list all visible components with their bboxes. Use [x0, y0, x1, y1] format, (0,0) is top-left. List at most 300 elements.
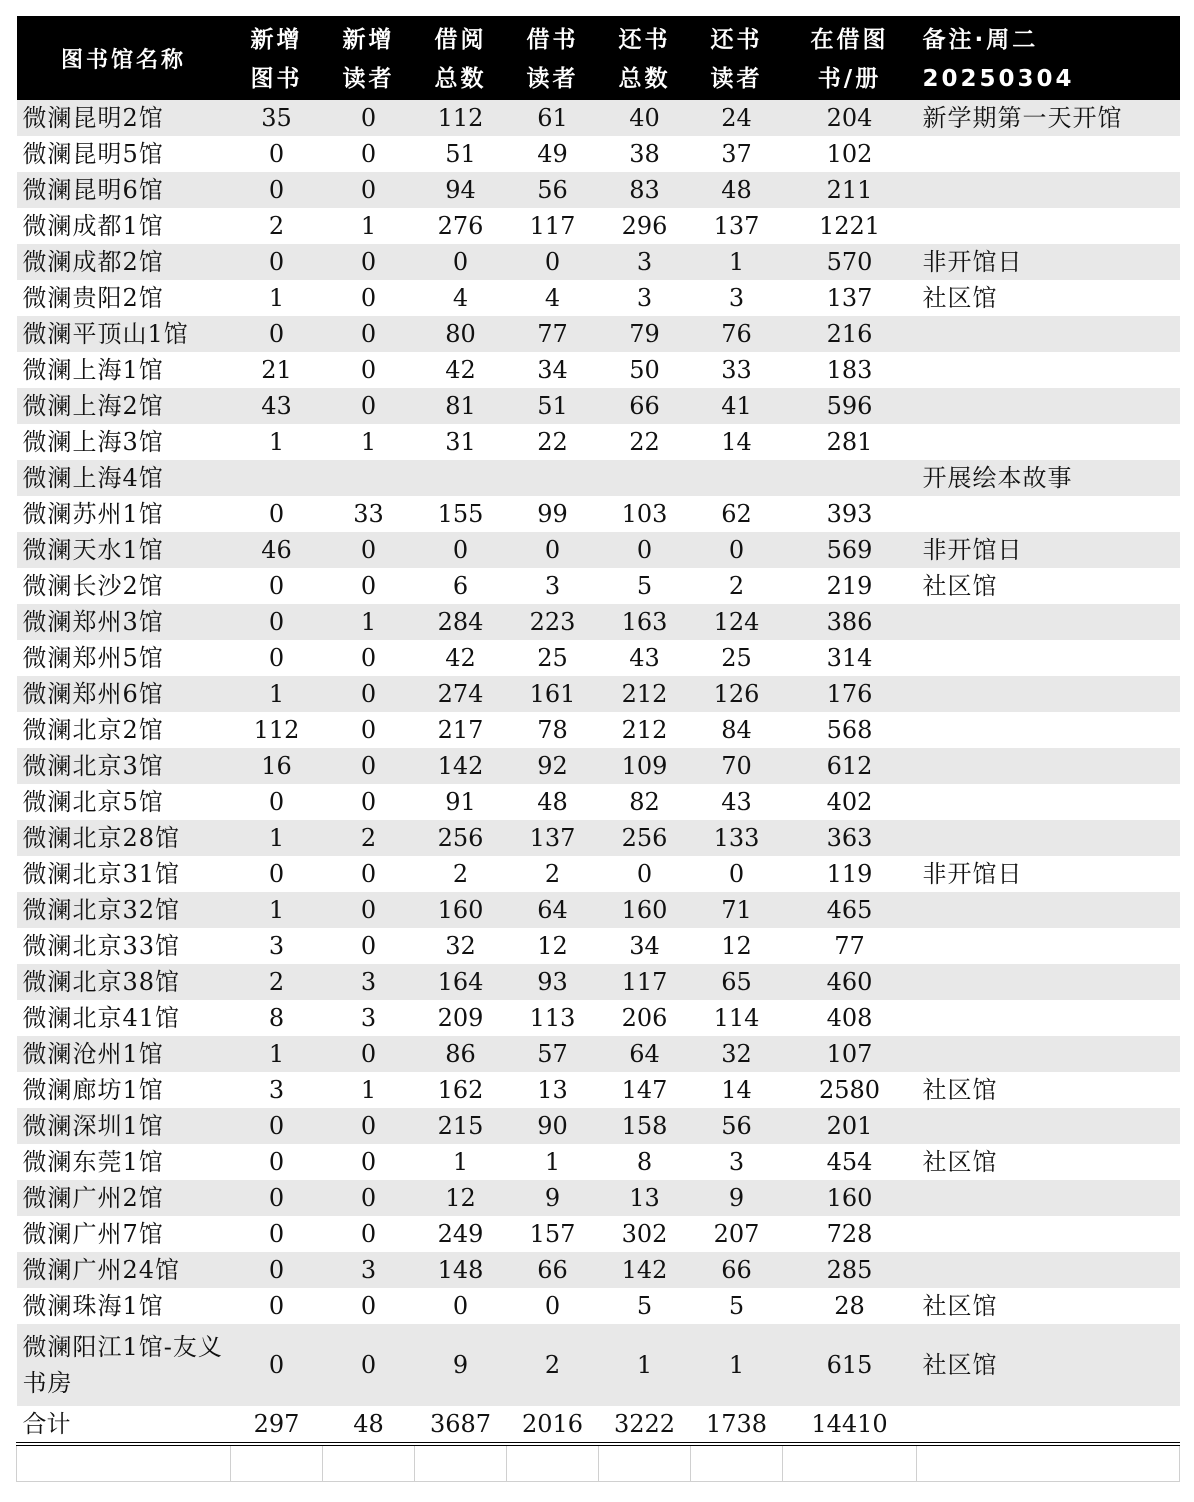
returns-total-cell[interactable]: 302: [599, 1216, 691, 1252]
note-cell[interactable]: [917, 928, 1180, 964]
returns-total-cell[interactable]: 163: [599, 604, 691, 640]
new-readers-cell[interactable]: 0: [323, 532, 415, 568]
new-books-cell[interactable]: 1: [231, 424, 323, 460]
borrowing-readers-cell[interactable]: 93: [507, 964, 599, 1000]
new-books-cell[interactable]: 0: [231, 640, 323, 676]
loans-total-cell[interactable]: 31: [415, 424, 507, 460]
borrowing-readers-cell[interactable]: [507, 460, 599, 496]
borrowing-readers-cell[interactable]: 61: [507, 100, 599, 136]
new-readers-cell[interactable]: 0: [323, 1144, 415, 1180]
borrowing-readers-cell[interactable]: 12: [507, 928, 599, 964]
books-on-loan-cell[interactable]: 281: [783, 424, 917, 460]
new-books-cell[interactable]: 0: [231, 1144, 323, 1180]
loans-total-cell[interactable]: 256: [415, 820, 507, 856]
new-books-cell[interactable]: 1: [231, 1036, 323, 1072]
new-readers-cell[interactable]: 2: [323, 820, 415, 856]
new-readers-cell[interactable]: 0: [323, 640, 415, 676]
loans-total-cell[interactable]: 276: [415, 208, 507, 244]
borrowing-readers-cell[interactable]: 0: [507, 532, 599, 568]
loans-total-cell[interactable]: 42: [415, 352, 507, 388]
note-cell[interactable]: [917, 388, 1180, 424]
returning-readers-cell[interactable]: 133: [691, 820, 783, 856]
borrowing-readers-cell[interactable]: 137: [507, 820, 599, 856]
note-cell[interactable]: 社区馆: [917, 1072, 1180, 1108]
loans-total-cell[interactable]: 1: [415, 1144, 507, 1180]
new-books-cell[interactable]: 0: [231, 136, 323, 172]
note-cell[interactable]: 非开馆日: [917, 244, 1180, 280]
new-readers-cell[interactable]: 1: [323, 604, 415, 640]
loans-total-cell[interactable]: 51: [415, 136, 507, 172]
new-books-cell[interactable]: 2: [231, 208, 323, 244]
note-cell[interactable]: [917, 352, 1180, 388]
books-on-loan-cell[interactable]: 465: [783, 892, 917, 928]
note-cell[interactable]: [917, 1036, 1180, 1072]
returns-total-cell[interactable]: 13: [599, 1180, 691, 1216]
books-on-loan-cell[interactable]: 568: [783, 712, 917, 748]
borrowing-readers-cell[interactable]: 22: [507, 424, 599, 460]
new-books-cell[interactable]: 0: [231, 1216, 323, 1252]
books-on-loan-cell[interactable]: 570: [783, 244, 917, 280]
new-readers-cell[interactable]: 0: [323, 1216, 415, 1252]
new-readers-cell[interactable]: 0: [323, 712, 415, 748]
note-cell[interactable]: 非开馆日: [917, 856, 1180, 892]
new-readers-cell[interactable]: 3: [323, 964, 415, 1000]
note-cell[interactable]: [917, 424, 1180, 460]
library-name-cell[interactable]: 微澜沧州1馆: [17, 1036, 231, 1072]
new-readers-cell[interactable]: 0: [323, 316, 415, 352]
new-books-cell[interactable]: 1: [231, 820, 323, 856]
new-readers-cell[interactable]: 1: [323, 208, 415, 244]
library-name-cell[interactable]: 微澜广州7馆: [17, 1216, 231, 1252]
empty-cell[interactable]: [599, 1444, 691, 1482]
returns-total-cell[interactable]: 3: [599, 280, 691, 316]
note-cell[interactable]: [917, 892, 1180, 928]
new-books-cell[interactable]: [231, 460, 323, 496]
note-cell[interactable]: 开展绘本故事: [917, 460, 1180, 496]
library-name-cell[interactable]: 微澜昆明2馆: [17, 100, 231, 136]
returning-readers-cell[interactable]: 76: [691, 316, 783, 352]
loans-total-cell[interactable]: 160: [415, 892, 507, 928]
borrowing-readers-cell[interactable]: 66: [507, 1252, 599, 1288]
returns-total-cell[interactable]: 103: [599, 496, 691, 532]
new-readers-cell[interactable]: 0: [323, 136, 415, 172]
returning-readers-cell[interactable]: 1: [691, 1324, 783, 1406]
new-books-cell[interactable]: 0: [231, 1288, 323, 1324]
returning-readers-cell[interactable]: 41: [691, 388, 783, 424]
empty-cell[interactable]: [231, 1444, 323, 1482]
books-on-loan-cell[interactable]: 314: [783, 640, 917, 676]
returning-readers-cell[interactable]: 3: [691, 280, 783, 316]
returns-total-cell[interactable]: 0: [599, 856, 691, 892]
library-name-cell[interactable]: 微澜郑州5馆: [17, 640, 231, 676]
returns-total-cell[interactable]: 256: [599, 820, 691, 856]
new-readers-cell[interactable]: 0: [323, 568, 415, 604]
books-on-loan-cell[interactable]: 454: [783, 1144, 917, 1180]
borrowing-readers-cell[interactable]: 99: [507, 496, 599, 532]
returns-total-cell[interactable]: 117: [599, 964, 691, 1000]
new-readers-cell[interactable]: 0: [323, 784, 415, 820]
new-books-cell[interactable]: 0: [231, 1324, 323, 1406]
new-readers-cell[interactable]: 0: [323, 1036, 415, 1072]
new-readers-cell[interactable]: 0: [323, 748, 415, 784]
empty-cell[interactable]: [783, 1444, 917, 1482]
loans-total-cell[interactable]: 0: [415, 244, 507, 280]
books-on-loan-cell[interactable]: 728: [783, 1216, 917, 1252]
borrowing-readers-cell[interactable]: 78: [507, 712, 599, 748]
loans-total-cell[interactable]: 142: [415, 748, 507, 784]
returns-total-cell[interactable]: 206: [599, 1000, 691, 1036]
library-name-cell[interactable]: 微澜上海4馆: [17, 460, 231, 496]
library-name-cell[interactable]: 微澜珠海1馆: [17, 1288, 231, 1324]
loans-total-cell[interactable]: [415, 460, 507, 496]
returning-readers-cell[interactable]: [691, 460, 783, 496]
returns-total-cell[interactable]: 22: [599, 424, 691, 460]
library-name-cell[interactable]: 微澜广州24馆: [17, 1252, 231, 1288]
new-readers-cell[interactable]: 0: [323, 856, 415, 892]
returns-total-cell[interactable]: 109: [599, 748, 691, 784]
library-name-cell[interactable]: 微澜北京38馆: [17, 964, 231, 1000]
loans-total-cell[interactable]: 86: [415, 1036, 507, 1072]
new-readers-cell[interactable]: [323, 460, 415, 496]
library-name-cell[interactable]: 微澜北京31馆: [17, 856, 231, 892]
books-on-loan-cell[interactable]: 219: [783, 568, 917, 604]
new-books-cell[interactable]: 16: [231, 748, 323, 784]
loans-total-cell[interactable]: 112: [415, 100, 507, 136]
books-on-loan-cell[interactable]: 77: [783, 928, 917, 964]
new-books-cell[interactable]: 3: [231, 928, 323, 964]
returns-total-cell[interactable]: 43: [599, 640, 691, 676]
returns-total-cell[interactable]: 34: [599, 928, 691, 964]
returns-total-cell[interactable]: 158: [599, 1108, 691, 1144]
library-name-cell[interactable]: 微澜长沙2馆: [17, 568, 231, 604]
books-on-loan-cell[interactable]: 183: [783, 352, 917, 388]
books-on-loan-cell[interactable]: 160: [783, 1180, 917, 1216]
returns-total-cell[interactable]: 64: [599, 1036, 691, 1072]
returning-readers-cell[interactable]: 1: [691, 244, 783, 280]
borrowing-readers-cell[interactable]: 161: [507, 676, 599, 712]
books-on-loan-cell[interactable]: 363: [783, 820, 917, 856]
loans-total-cell[interactable]: 155: [415, 496, 507, 532]
empty-cell[interactable]: [415, 1444, 507, 1482]
note-cell[interactable]: [917, 640, 1180, 676]
borrowing-readers-cell[interactable]: 92: [507, 748, 599, 784]
library-name-cell[interactable]: 微澜广州2馆: [17, 1180, 231, 1216]
returning-readers-cell[interactable]: 56: [691, 1108, 783, 1144]
loans-total-cell[interactable]: 12: [415, 1180, 507, 1216]
returns-total-cell[interactable]: 212: [599, 712, 691, 748]
loans-total-cell[interactable]: 217: [415, 712, 507, 748]
new-readers-cell[interactable]: 1: [323, 424, 415, 460]
new-books-cell[interactable]: 46: [231, 532, 323, 568]
returning-readers-cell[interactable]: 124: [691, 604, 783, 640]
empty-cell[interactable]: [507, 1444, 599, 1482]
returning-readers-cell[interactable]: 48: [691, 172, 783, 208]
note-cell[interactable]: [917, 712, 1180, 748]
new-readers-cell[interactable]: 0: [323, 892, 415, 928]
books-on-loan-cell[interactable]: 569: [783, 532, 917, 568]
new-readers-cell[interactable]: 0: [323, 388, 415, 424]
loans-total-cell[interactable]: 215: [415, 1108, 507, 1144]
new-books-cell[interactable]: 0: [231, 172, 323, 208]
note-cell[interactable]: [917, 748, 1180, 784]
returns-total-cell[interactable]: 8: [599, 1144, 691, 1180]
books-on-loan-cell[interactable]: 615: [783, 1324, 917, 1406]
library-name-cell[interactable]: 微澜北京3馆: [17, 748, 231, 784]
returning-readers-cell[interactable]: 207: [691, 1216, 783, 1252]
returning-readers-cell[interactable]: 9: [691, 1180, 783, 1216]
books-on-loan-cell[interactable]: 408: [783, 1000, 917, 1036]
loans-total-cell[interactable]: 4: [415, 280, 507, 316]
new-books-cell[interactable]: 0: [231, 244, 323, 280]
loans-total-cell[interactable]: 0: [415, 1288, 507, 1324]
new-readers-cell[interactable]: 0: [323, 244, 415, 280]
borrowing-readers-cell[interactable]: 13: [507, 1072, 599, 1108]
library-name-cell[interactable]: 微澜北京2馆: [17, 712, 231, 748]
library-name-cell[interactable]: 微澜贵阳2馆: [17, 280, 231, 316]
note-cell[interactable]: 社区馆: [917, 568, 1180, 604]
total-new-books-cell[interactable]: 297: [231, 1406, 323, 1444]
note-cell[interactable]: [917, 1000, 1180, 1036]
returning-readers-cell[interactable]: 65: [691, 964, 783, 1000]
library-name-cell[interactable]: 微澜成都2馆: [17, 244, 231, 280]
empty-cell[interactable]: [323, 1444, 415, 1482]
new-readers-cell[interactable]: 0: [323, 1180, 415, 1216]
borrowing-readers-cell[interactable]: 4: [507, 280, 599, 316]
returning-readers-cell[interactable]: 32: [691, 1036, 783, 1072]
new-readers-cell[interactable]: 3: [323, 1000, 415, 1036]
loans-total-cell[interactable]: 32: [415, 928, 507, 964]
returning-readers-cell[interactable]: 43: [691, 784, 783, 820]
loans-total-cell[interactable]: 94: [415, 172, 507, 208]
note-cell[interactable]: 非开馆日: [917, 532, 1180, 568]
library-name-cell[interactable]: 微澜昆明5馆: [17, 136, 231, 172]
library-name-cell[interactable]: 微澜昆明6馆: [17, 172, 231, 208]
returns-total-cell[interactable]: 212: [599, 676, 691, 712]
note-cell[interactable]: [917, 1252, 1180, 1288]
note-cell[interactable]: 社区馆: [917, 280, 1180, 316]
note-cell[interactable]: [917, 676, 1180, 712]
note-cell[interactable]: [917, 496, 1180, 532]
borrowing-readers-cell[interactable]: 90: [507, 1108, 599, 1144]
total-borrowing-readers-cell[interactable]: 2016: [507, 1406, 599, 1444]
note-cell[interactable]: [917, 1216, 1180, 1252]
borrowing-readers-cell[interactable]: 0: [507, 244, 599, 280]
returns-total-cell[interactable]: 147: [599, 1072, 691, 1108]
loans-total-cell[interactable]: 164: [415, 964, 507, 1000]
books-on-loan-cell[interactable]: 1221: [783, 208, 917, 244]
books-on-loan-cell[interactable]: 137: [783, 280, 917, 316]
new-readers-cell[interactable]: 1: [323, 1072, 415, 1108]
library-name-cell[interactable]: 微澜苏州1馆: [17, 496, 231, 532]
returning-readers-cell[interactable]: 24: [691, 100, 783, 136]
new-readers-cell[interactable]: 0: [323, 676, 415, 712]
library-name-cell[interactable]: 微澜上海3馆: [17, 424, 231, 460]
new-books-cell[interactable]: 0: [231, 1108, 323, 1144]
borrowing-readers-cell[interactable]: 2: [507, 856, 599, 892]
returns-total-cell[interactable]: 3: [599, 244, 691, 280]
returns-total-cell[interactable]: 82: [599, 784, 691, 820]
returning-readers-cell[interactable]: 126: [691, 676, 783, 712]
loans-total-cell[interactable]: 274: [415, 676, 507, 712]
returning-readers-cell[interactable]: 33: [691, 352, 783, 388]
library-name-cell[interactable]: 微澜上海2馆: [17, 388, 231, 424]
new-readers-cell[interactable]: 0: [323, 100, 415, 136]
returning-readers-cell[interactable]: 37: [691, 136, 783, 172]
library-name-cell[interactable]: 微澜东莞1馆: [17, 1144, 231, 1180]
note-cell[interactable]: [917, 604, 1180, 640]
books-on-loan-cell[interactable]: 204: [783, 100, 917, 136]
library-name-cell[interactable]: 微澜郑州3馆: [17, 604, 231, 640]
new-books-cell[interactable]: 0: [231, 568, 323, 604]
loans-total-cell[interactable]: 9: [415, 1324, 507, 1406]
library-name-cell[interactable]: 微澜天水1馆: [17, 532, 231, 568]
new-books-cell[interactable]: 1: [231, 280, 323, 316]
library-name-cell[interactable]: 微澜成都1馆: [17, 208, 231, 244]
borrowing-readers-cell[interactable]: 57: [507, 1036, 599, 1072]
empty-cell[interactable]: [17, 1444, 231, 1482]
borrowing-readers-cell[interactable]: 0: [507, 1288, 599, 1324]
new-books-cell[interactable]: 0: [231, 496, 323, 532]
borrowing-readers-cell[interactable]: 3: [507, 568, 599, 604]
borrowing-readers-cell[interactable]: 51: [507, 388, 599, 424]
books-on-loan-cell[interactable]: 107: [783, 1036, 917, 1072]
empty-cell[interactable]: [917, 1444, 1180, 1482]
returning-readers-cell[interactable]: 71: [691, 892, 783, 928]
new-books-cell[interactable]: 0: [231, 784, 323, 820]
note-cell[interactable]: [917, 1108, 1180, 1144]
library-name-cell[interactable]: 微澜平顶山1馆: [17, 316, 231, 352]
loans-total-cell[interactable]: 0: [415, 532, 507, 568]
returns-total-cell[interactable]: 1: [599, 1324, 691, 1406]
returns-total-cell[interactable]: 5: [599, 568, 691, 604]
books-on-loan-cell[interactable]: 119: [783, 856, 917, 892]
note-cell[interactable]: 社区馆: [917, 1144, 1180, 1180]
books-on-loan-cell[interactable]: 460: [783, 964, 917, 1000]
borrowing-readers-cell[interactable]: 2: [507, 1324, 599, 1406]
new-readers-cell[interactable]: 0: [323, 1108, 415, 1144]
returns-total-cell[interactable]: 160: [599, 892, 691, 928]
books-on-loan-cell[interactable]: 612: [783, 748, 917, 784]
new-readers-cell[interactable]: 0: [323, 352, 415, 388]
note-cell[interactable]: [917, 316, 1180, 352]
loans-total-cell[interactable]: 162: [415, 1072, 507, 1108]
books-on-loan-cell[interactable]: 102: [783, 136, 917, 172]
loans-total-cell[interactable]: 6: [415, 568, 507, 604]
books-on-loan-cell[interactable]: 596: [783, 388, 917, 424]
library-name-cell[interactable]: 微澜深圳1馆: [17, 1108, 231, 1144]
borrowing-readers-cell[interactable]: 1: [507, 1144, 599, 1180]
new-books-cell[interactable]: 21: [231, 352, 323, 388]
new-books-cell[interactable]: 0: [231, 1252, 323, 1288]
borrowing-readers-cell[interactable]: 9: [507, 1180, 599, 1216]
loans-total-cell[interactable]: 249: [415, 1216, 507, 1252]
new-books-cell[interactable]: 2: [231, 964, 323, 1000]
returns-total-cell[interactable]: 142: [599, 1252, 691, 1288]
returns-total-cell[interactable]: 296: [599, 208, 691, 244]
returning-readers-cell[interactable]: 137: [691, 208, 783, 244]
books-on-loan-cell[interactable]: 2580: [783, 1072, 917, 1108]
total-loans-total-cell[interactable]: 3687: [415, 1406, 507, 1444]
new-books-cell[interactable]: 0: [231, 316, 323, 352]
new-readers-cell[interactable]: 0: [323, 280, 415, 316]
returning-readers-cell[interactable]: 0: [691, 532, 783, 568]
borrowing-readers-cell[interactable]: 49: [507, 136, 599, 172]
returning-readers-cell[interactable]: 3: [691, 1144, 783, 1180]
new-books-cell[interactable]: 3: [231, 1072, 323, 1108]
new-books-cell[interactable]: 1: [231, 892, 323, 928]
note-cell[interactable]: 社区馆: [917, 1324, 1180, 1406]
returning-readers-cell[interactable]: 0: [691, 856, 783, 892]
library-name-cell[interactable]: 微澜廊坊1馆: [17, 1072, 231, 1108]
books-on-loan-cell[interactable]: 201: [783, 1108, 917, 1144]
note-cell[interactable]: [917, 784, 1180, 820]
new-books-cell[interactable]: 1: [231, 676, 323, 712]
new-books-cell[interactable]: 35: [231, 100, 323, 136]
library-name-cell[interactable]: 微澜阳江1馆-友义书房: [17, 1324, 231, 1406]
returning-readers-cell[interactable]: 70: [691, 748, 783, 784]
loans-total-cell[interactable]: 148: [415, 1252, 507, 1288]
new-books-cell[interactable]: 43: [231, 388, 323, 424]
note-cell[interactable]: [917, 1180, 1180, 1216]
new-books-cell[interactable]: 0: [231, 604, 323, 640]
new-readers-cell[interactable]: 3: [323, 1252, 415, 1288]
total-returns-total-cell[interactable]: 3222: [599, 1406, 691, 1444]
note-cell[interactable]: [917, 820, 1180, 856]
borrowing-readers-cell[interactable]: 34: [507, 352, 599, 388]
books-on-loan-cell[interactable]: 216: [783, 316, 917, 352]
returns-total-cell[interactable]: 66: [599, 388, 691, 424]
note-cell[interactable]: [917, 208, 1180, 244]
total-new-readers-cell[interactable]: 48: [323, 1406, 415, 1444]
new-books-cell[interactable]: 8: [231, 1000, 323, 1036]
returning-readers-cell[interactable]: 66: [691, 1252, 783, 1288]
books-on-loan-cell[interactable]: 386: [783, 604, 917, 640]
returns-total-cell[interactable]: 83: [599, 172, 691, 208]
returns-total-cell[interactable]: 5: [599, 1288, 691, 1324]
books-on-loan-cell[interactable]: 285: [783, 1252, 917, 1288]
returns-total-cell[interactable]: 40: [599, 100, 691, 136]
books-on-loan-cell[interactable]: 402: [783, 784, 917, 820]
total-note-cell[interactable]: [917, 1406, 1180, 1444]
new-books-cell[interactable]: 112: [231, 712, 323, 748]
note-cell[interactable]: 新学期第一天开馆: [917, 100, 1180, 136]
note-cell[interactable]: [917, 136, 1180, 172]
returning-readers-cell[interactable]: 5: [691, 1288, 783, 1324]
library-name-cell[interactable]: 微澜北京41馆: [17, 1000, 231, 1036]
new-readers-cell[interactable]: 33: [323, 496, 415, 532]
new-readers-cell[interactable]: 0: [323, 1288, 415, 1324]
loans-total-cell[interactable]: 284: [415, 604, 507, 640]
note-cell[interactable]: [917, 964, 1180, 1000]
returning-readers-cell[interactable]: 114: [691, 1000, 783, 1036]
library-name-cell[interactable]: 微澜北京5馆: [17, 784, 231, 820]
books-on-loan-cell[interactable]: 176: [783, 676, 917, 712]
library-name-cell[interactable]: 微澜郑州6馆: [17, 676, 231, 712]
borrowing-readers-cell[interactable]: 56: [507, 172, 599, 208]
library-name-cell[interactable]: 微澜北京32馆: [17, 892, 231, 928]
borrowing-readers-cell[interactable]: 223: [507, 604, 599, 640]
new-books-cell[interactable]: 0: [231, 856, 323, 892]
note-cell[interactable]: [917, 172, 1180, 208]
borrowing-readers-cell[interactable]: 25: [507, 640, 599, 676]
returning-readers-cell[interactable]: 12: [691, 928, 783, 964]
new-readers-cell[interactable]: 0: [323, 928, 415, 964]
note-cell[interactable]: 社区馆: [917, 1288, 1180, 1324]
loans-total-cell[interactable]: 80: [415, 316, 507, 352]
returning-readers-cell[interactable]: 25: [691, 640, 783, 676]
books-on-loan-cell[interactable]: [783, 460, 917, 496]
borrowing-readers-cell[interactable]: 157: [507, 1216, 599, 1252]
